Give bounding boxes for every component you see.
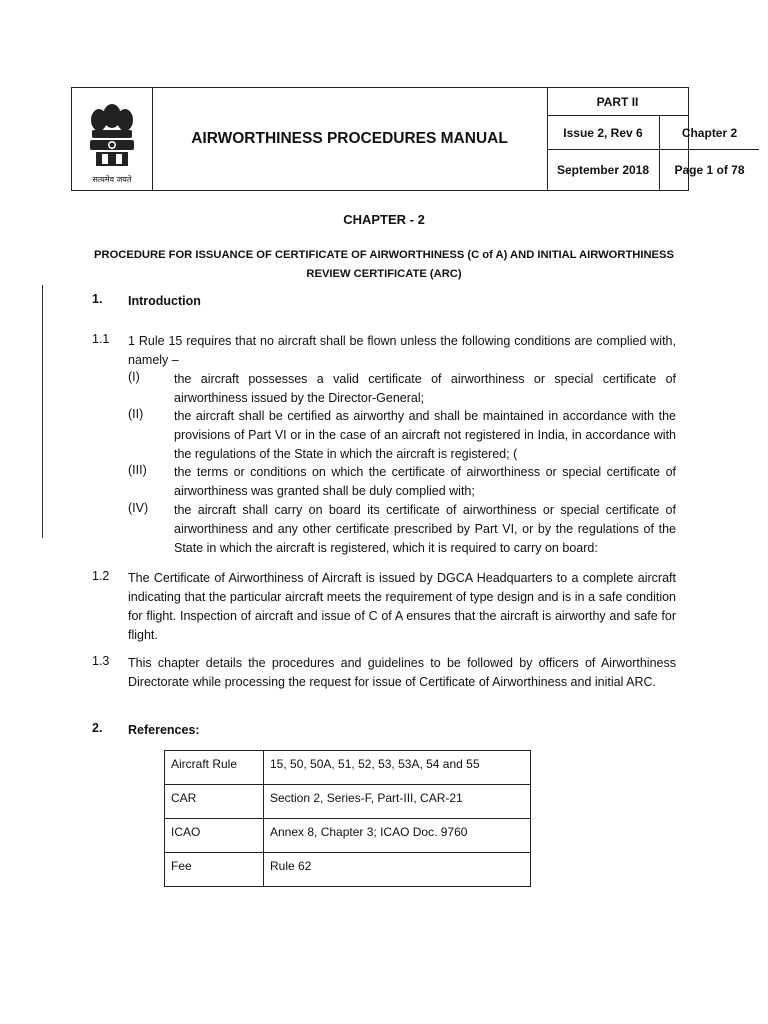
- para-1-2-number: 1.2: [92, 569, 110, 583]
- ref-value: Annex 8, Chapter 3; ICAO Doc. 9760: [264, 819, 531, 853]
- table-row: [165, 785, 531, 819]
- item-4-number: (IV): [128, 501, 149, 515]
- subtitle-line-2: REVIEW CERTIFICATE (ARC): [306, 268, 462, 280]
- chapter-label: Chapter 2: [660, 116, 759, 150]
- item-2-number: (II): [128, 407, 144, 421]
- ref-value: 15, 50, 50A, 51, 52, 53, 53A, 54 and 55: [264, 751, 531, 785]
- ref-key: Aircraft Rule: [165, 751, 264, 785]
- date-label: September 2018: [547, 150, 660, 190]
- ref-key: ICAO: [165, 819, 264, 853]
- subtitle-line-1: PROCEDURE FOR ISSUANCE OF CERTIFICATE OF AIRWORTHINESS (C of A) AND INITIAL AIRWORTHINESS: [94, 249, 674, 261]
- para-1-2-text: The Certificate of Airworthiness of Aircraft is issued by DGCA Headquarters to a complete aircraft indicating that the particular aircraft meets the requirement of type design and is in a safe condition for flight. Inspection of aircraft and issue of C of A ensures that the aircraft is airworthy and safe for flight.: [128, 571, 676, 642]
- manual-title: AIRWORTHINESS PROCEDURES MANUAL: [152, 88, 548, 190]
- ref-value: Rule 62: [264, 853, 531, 887]
- emblem-motto: सत्यमेव जयते: [92, 175, 132, 184]
- table-row: [165, 751, 531, 785]
- document-header: [71, 87, 745, 191]
- header-info: [547, 88, 745, 190]
- item-1-number: (I): [128, 370, 140, 384]
- item-2-text: the aircraft shall be certified as airworthy and shall be maintained in accordance with the provisions of Part VI or in the case of an aircraft not registered in India, in accordance with the regulations of the State in which the aircraft is registered; (: [174, 409, 676, 461]
- section-2-number: 2.: [92, 721, 103, 735]
- section-1-number: 1.: [92, 292, 103, 306]
- change-bar: [42, 285, 43, 538]
- item-4-text: the aircraft shall carry on board its certificate of airworthiness or special certificate of airworthiness and any other certificate prescribed by Part VI, or by the regulations of the State in which the aircraft is registered, which it is required to carry on board:: [174, 503, 676, 555]
- references-table: [164, 750, 531, 887]
- ref-value: Section 2, Series-F, Part-III, CAR-21: [264, 785, 531, 819]
- ref-key: CAR: [165, 785, 264, 819]
- table-row: [165, 819, 531, 853]
- section-2-title: References:: [128, 723, 200, 737]
- page-number: Page 1 of 78: [674, 163, 745, 177]
- part-label: PART II: [547, 88, 688, 116]
- item-1-text: the aircraft possesses a valid certificate of airworthiness or special certificate of airworthiness issued by the Director-General;: [174, 372, 676, 405]
- item-3-text: the terms or conditions on which the certificate of airworthiness or special certificate of airworthiness was granted shall be duly complied with;: [174, 465, 676, 498]
- item-3-number: (III): [128, 463, 147, 477]
- section-1-title: Introduction: [128, 294, 201, 308]
- para-1-1-text: 1 Rule 15 requires that no aircraft shall be flown unless the following conditions are complied with, namely –: [128, 334, 676, 367]
- national-emblem-icon: [82, 94, 142, 174]
- chapter-subtitle: [80, 246, 688, 284]
- chapter-heading: CHAPTER - 2: [343, 212, 425, 227]
- table-row: [165, 853, 531, 887]
- ref-key: Fee: [165, 853, 264, 887]
- issue-label: Issue 2, Rev 6: [547, 116, 660, 150]
- para-1-1-number: 1.1: [92, 332, 110, 346]
- para-1-3-number: 1.3: [92, 654, 110, 668]
- emblem-cell: [72, 88, 153, 190]
- para-1-3-text: This chapter details the procedures and guidelines to be followed by officers of Airworthiness Directorate while processing the request for issue of Certificate of Airworthiness and initial ARC.: [128, 656, 676, 689]
